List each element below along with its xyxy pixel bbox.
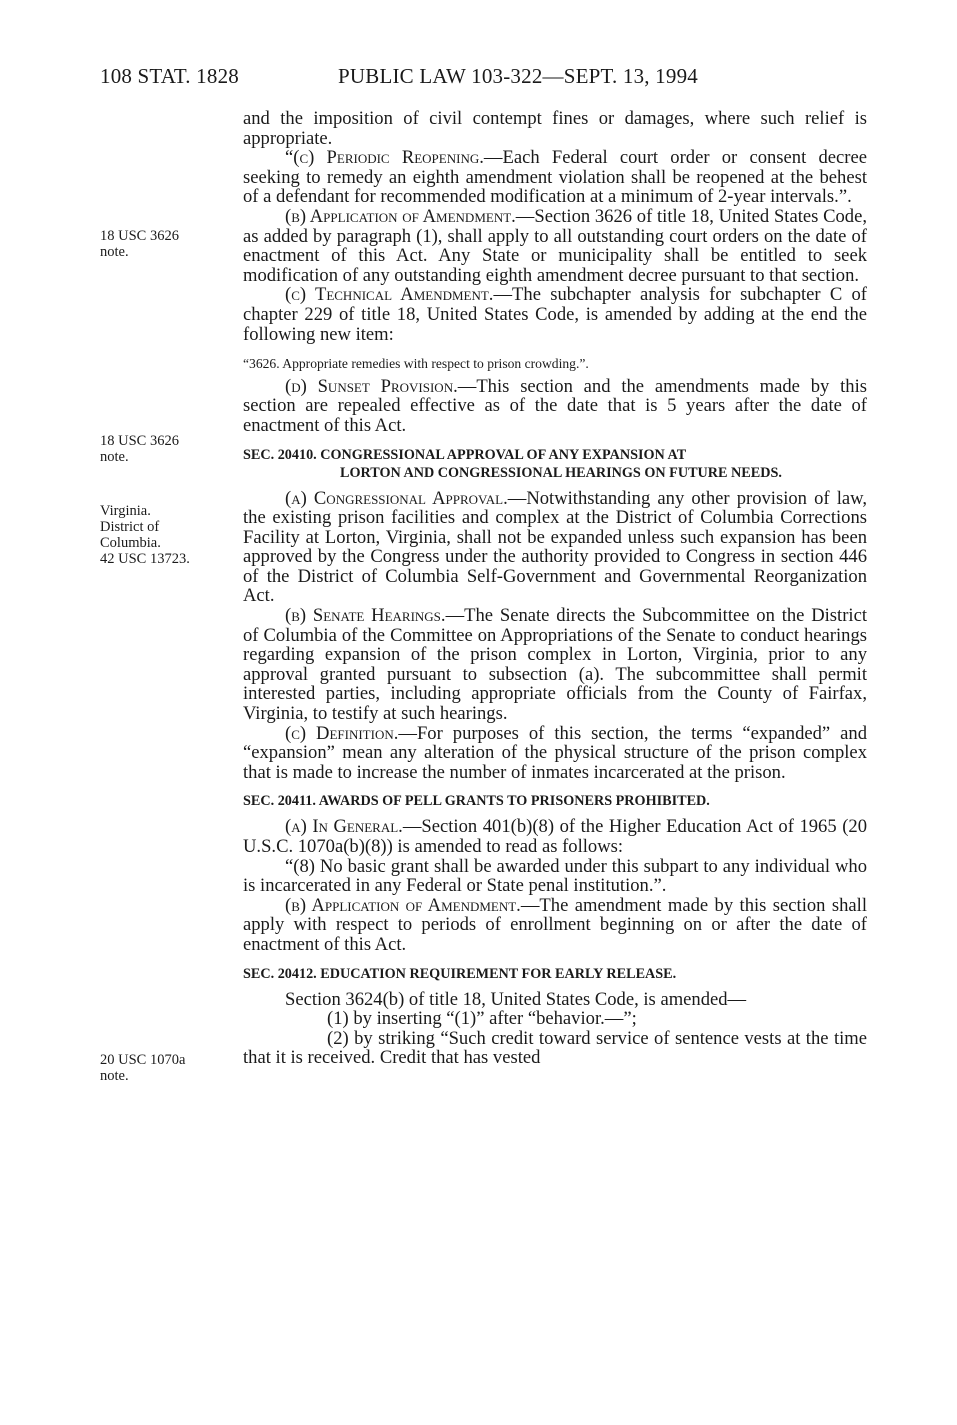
margin-note-line: 18 USC 3626 (100, 433, 179, 449)
paragraph-application-of-amendment-2 (243, 896, 867, 955)
document-body (243, 109, 867, 1068)
subsection-text: —Each Federal court order or consent decree seeking to remedy an eighth amendment violation shall be reopened at the behest of a defendant for recommended modification at a minimum of 2-year intervals.”. (243, 147, 867, 208)
subsection-heading: (c) Definition. (285, 722, 399, 744)
margin-note-line: Columbia. (100, 535, 161, 551)
section-title-continued: LORTON AND CONGRESSIONAL HEARINGS ON FUTURE NEEDS. (340, 464, 782, 481)
paragraph-sunset-provision (243, 377, 867, 436)
page-stat-citation: 108 STAT. 1828 (100, 64, 239, 88)
subsection-text: —The subchapter analysis for subchapter C of chapter 229 of title 18, United States Code, is amended by adding at the end the following new item: (243, 284, 867, 345)
subsection-text: —The amendment made by this section shall apply with respect to periods of enrollment beginning on or after the date of enactment of this Act. (243, 894, 867, 955)
subsection-heading: (a) In General. (285, 816, 403, 838)
margin-note-line: note. (100, 244, 129, 260)
paragraph-definition (243, 724, 867, 783)
table-of-sections-item: “3626. Appropriate remedies with respect to prison crowding.”. (243, 356, 589, 372)
subsection-heading: “(c) Periodic Reopening. (285, 147, 484, 169)
subsection-text: —For purposes of this section, the terms “expanded” and “expansion” mean any alteration of the physical structure of the prison complex that is made to increase the number of inmates incarcerated at the prison. (243, 722, 867, 783)
page-law-title: PUBLIC LAW 103-322—SEPT. 13, 1994 (338, 64, 698, 88)
margin-note-line: note. (100, 1068, 129, 1084)
subsection-heading: (b) Senate Hearings. (285, 605, 446, 627)
margin-note-line: 18 USC 3626 (100, 228, 179, 244)
margin-note-usc-3626-sunset (100, 433, 179, 465)
section-number: SEC. 20410. (243, 446, 317, 463)
paragraph: and the imposition of civil contempt fines or damages, where such relief is appropriate. (243, 108, 867, 149)
paragraph-clause-1: (1) by inserting “(1)” after “behavior.—”; (327, 1008, 637, 1030)
subsection-heading: (c) Technical Amendment. (285, 284, 494, 306)
section-heading-20412: SEC. 20412. EDUCATION REQUIREMENT FOR EARLY RELEASE. (243, 965, 677, 982)
paragraph-quoted-amendment: “(8) No basic grant shall be awarded under this subpart to any individual who is incarcerated in any Federal or State penal institution.”. (243, 855, 867, 897)
margin-note-line: note. (100, 449, 129, 465)
subsection-heading: (d) Sunset Provision. (285, 375, 458, 397)
paragraph-application-of-amendment (243, 207, 867, 285)
margin-note-usc-1070a (100, 1052, 185, 1084)
paragraph-in-general (243, 817, 867, 856)
subsection-text: —Section 3626 of title 18, United States Code, as added by paragraph (1), shall apply to all outstanding court orders on the date of enactment of this Act. Any State or municipality shall be entitled to seek modification of any outstanding eighth amendment decree pursuant to that section. (243, 205, 867, 286)
paragraph-technical-amendment (243, 285, 867, 344)
paragraph-clause-2: (2) by striking “Such credit toward service of sentence vests at the time that it is received. Credit that has vested (243, 1027, 867, 1069)
subsection-heading: (a) Congressional Approval. (285, 487, 508, 509)
subsection-heading: (b) Application of Amendment. (285, 205, 516, 227)
paragraph-senate-hearings (243, 606, 867, 724)
margin-note-line: 20 USC 1070a (100, 1052, 186, 1068)
paragraph-congressional-approval (243, 489, 867, 607)
margin-note-usc-3626 (100, 228, 179, 260)
margin-note-line: District of (100, 519, 160, 535)
section-title: CONGRESSIONAL APPROVAL OF ANY EXPANSION AT (320, 446, 687, 463)
subsection-text: —This section and the amendments made by this section are repealed effective as of the date that is 5 years after the date of enactment of this Act. (243, 375, 867, 436)
subsection-text: —Notwithstanding any other provision of law, the existing prison facilities and complex at the District of Columbia Corrections Facility at Lorton, Virginia, shall not be expanded unless such expansion has been approved by the Congress under the authority provided to Congress in section 446 of the District of Columbia Self-Government and Governmental Reorganization Act. (243, 487, 867, 607)
paragraph-periodic-reopening (243, 148, 867, 207)
subsection-text: —The Senate directs the Subcommittee on the District of Columbia of the Committee on Appropriations of the Senate to conduct hearings regarding expansion of the prison complex in Lorton, Virginia, prior to any approval granted pursuant to subsection (a). The subcommittee shall permit interested parties, including appropriate officials from the County of Fairfax, Virginia, to testify at such hearings. (243, 605, 867, 725)
margin-note-line: Virginia. (100, 503, 151, 519)
subsection-heading: (b) Application of Amendment. (285, 894, 521, 916)
section-heading-20410 (243, 446, 867, 482)
subsection-text: —Section 401(b)(8) of the Higher Education Act of 1965 (20 U.S.C. 1070a(b)(8)) is amended to read as follows: (243, 816, 867, 857)
margin-note-virginia-dc (100, 503, 190, 567)
section-heading-20411: SEC. 20411. AWARDS OF PELL GRANTS TO PRISONERS PROHIBITED. (243, 793, 710, 810)
margin-note-line: 42 USC 13723. (100, 551, 190, 567)
paragraph-section-3624: Section 3624(b) of title 18, United States Code, is amended— (285, 988, 747, 1010)
